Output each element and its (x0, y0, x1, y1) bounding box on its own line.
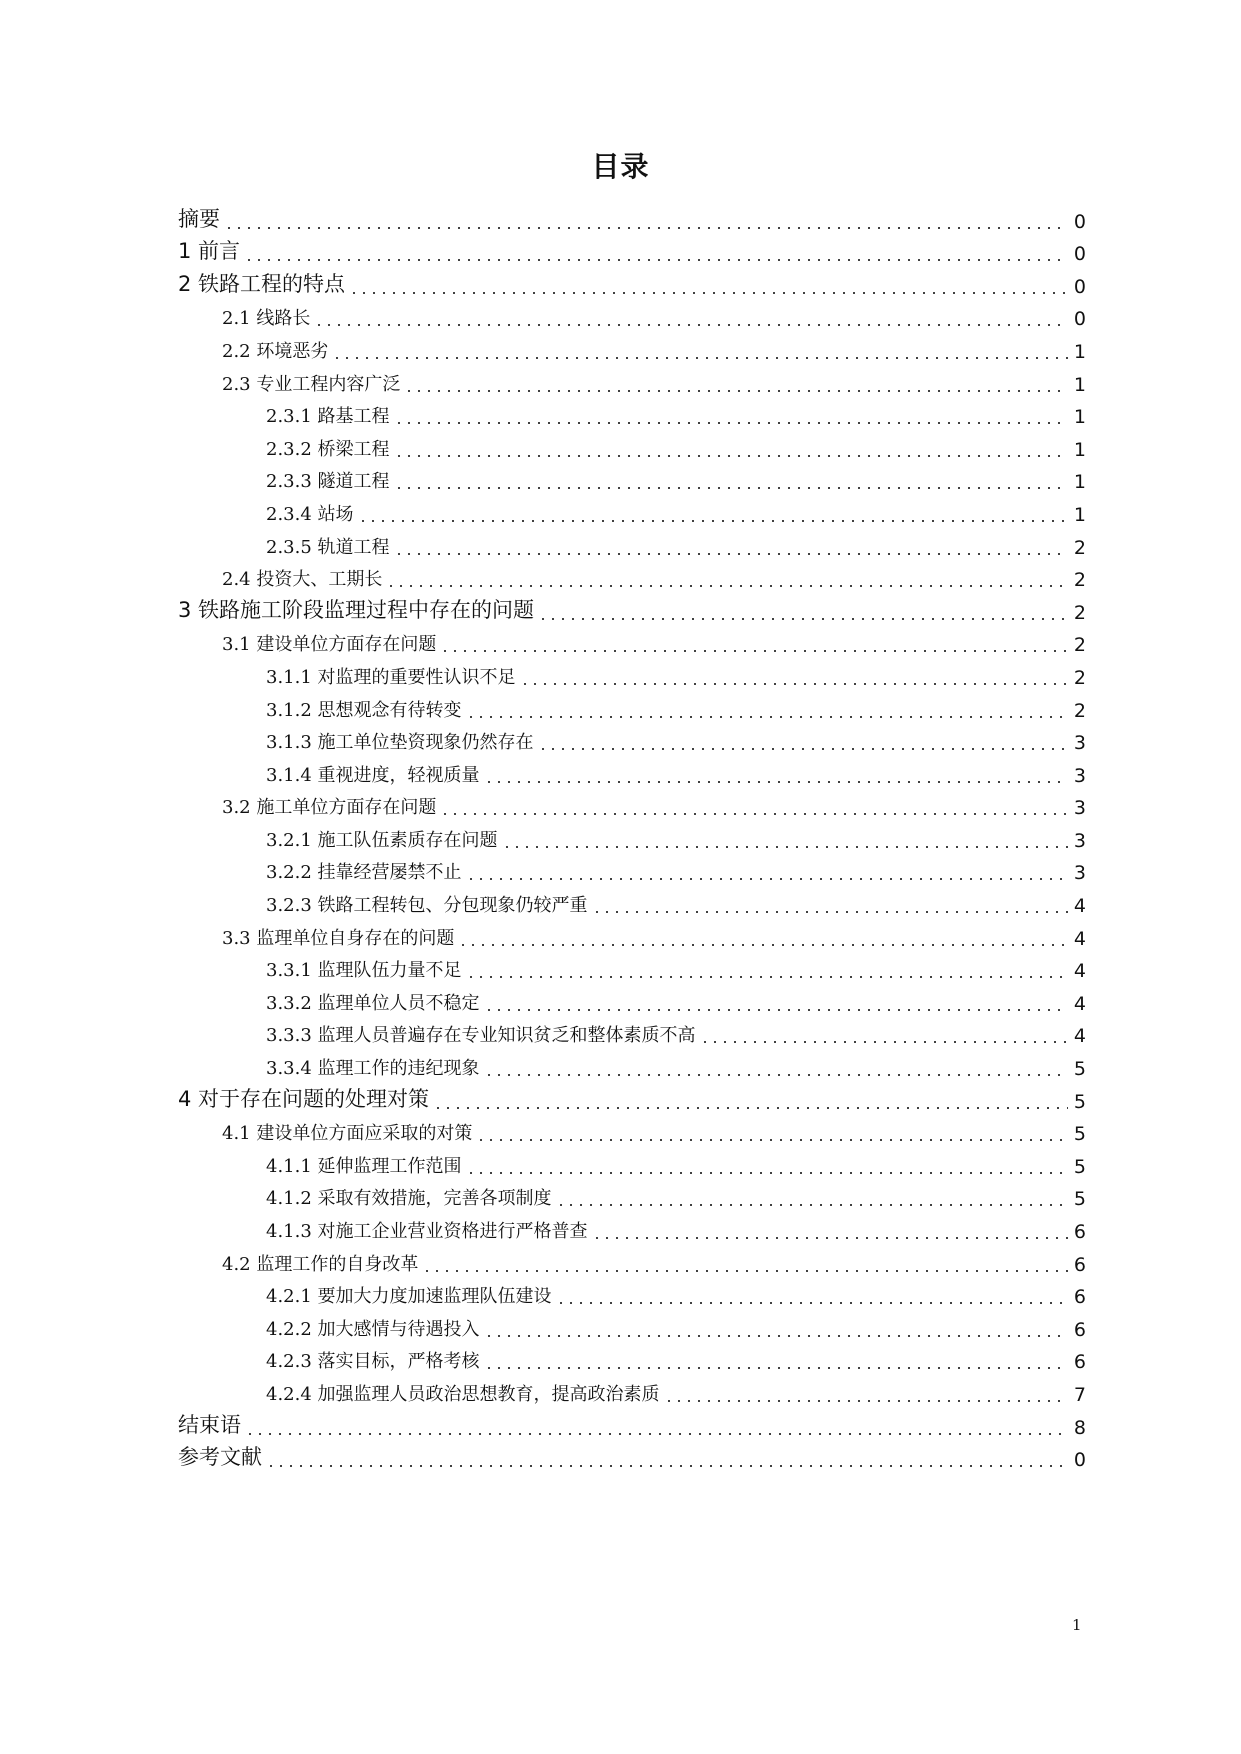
toc-entry-label: 3 铁路施工阶段监理过程中存在的问题 (178, 597, 535, 622)
dot-leader (394, 470, 1068, 490)
dot-leader (404, 373, 1068, 393)
toc-entry[interactable] (178, 984, 1086, 1017)
toc-entry[interactable] (178, 886, 1086, 919)
toc-entry-label: 3.2.2 挂靠经营屡禁不止 (266, 862, 462, 884)
dot-leader (358, 503, 1068, 523)
toc-entry[interactable] (178, 1408, 1086, 1441)
toc-entry[interactable] (178, 658, 1086, 691)
dot-leader (538, 601, 1068, 621)
toc-entry[interactable] (178, 1343, 1086, 1376)
dot-leader (556, 1187, 1068, 1207)
toc-entry[interactable] (178, 789, 1086, 822)
toc-entry[interactable] (178, 267, 1086, 300)
toc-entry[interactable] (178, 1115, 1086, 1148)
toc-entry-label: 2.2 环境恶劣 (222, 340, 329, 362)
dot-leader (266, 1448, 1068, 1468)
toc-entry[interactable] (178, 919, 1086, 952)
toc-entry-label: 2.3.1 路基工程 (266, 406, 390, 428)
toc-entry-page-number: 3 (1073, 862, 1086, 885)
toc-entry-page-number: 4 (1073, 1025, 1086, 1048)
dot-leader (538, 731, 1068, 751)
toc-entry-label: 4.2.3 落实目标，严格考核 (266, 1351, 480, 1373)
dot-leader (520, 666, 1068, 686)
toc-entry-page-number: 1 (1073, 406, 1086, 429)
toc-entry-label: 3.2.1 施工队伍素质存在问题 (266, 829, 498, 851)
toc-entry-label: 2.1 线路长 (222, 308, 311, 330)
dot-leader (244, 242, 1068, 262)
dot-leader (422, 1253, 1068, 1273)
toc-entry-label: 3.3.4 监理工作的违纪现象 (266, 1058, 480, 1080)
dot-leader (433, 1090, 1068, 1110)
toc-entry[interactable] (178, 626, 1086, 659)
toc-entry[interactable] (178, 1180, 1086, 1213)
toc-entry-page-number: 3 (1073, 829, 1086, 852)
dot-leader (700, 1024, 1068, 1044)
toc-entry-label: 4.2 监理工作的自身改革 (222, 1253, 419, 1275)
dot-leader (224, 210, 1068, 230)
toc-entry-page-number: 5 (1073, 1058, 1086, 1081)
dot-leader (592, 894, 1068, 914)
toc-entry[interactable] (178, 495, 1086, 528)
toc-entry-page-number: 1 (1073, 503, 1086, 526)
table-of-contents (178, 202, 1086, 1473)
toc-entry[interactable] (178, 691, 1086, 724)
dot-leader (349, 275, 1068, 295)
toc-entry-label: 结束语 (178, 1412, 241, 1437)
toc-entry-page-number: 4 (1073, 992, 1086, 1015)
dot-leader (484, 1350, 1068, 1370)
dot-leader (466, 861, 1068, 881)
dot-leader (484, 764, 1068, 784)
toc-entry[interactable] (178, 1310, 1086, 1343)
toc-entry-page-number: 1 (1073, 438, 1086, 461)
toc-entry-label: 摘要 (178, 206, 220, 231)
toc-entry-page-number: 2 (1073, 601, 1086, 624)
toc-entry[interactable] (178, 1212, 1086, 1245)
toc-entry-page-number: 1 (1073, 340, 1086, 363)
toc-entry-label: 3.2 施工单位方面存在问题 (222, 797, 437, 819)
toc-entry-page-number: 2 (1073, 634, 1086, 657)
toc-entry-label: 3.3.3 监理人员普遍存在专业知识贫乏和整体素质不高 (266, 1025, 696, 1047)
toc-entry-page-number: 6 (1073, 1351, 1086, 1374)
toc-entry-page-number: 1 (1073, 373, 1086, 396)
toc-entry[interactable] (178, 430, 1086, 463)
toc-entry[interactable] (178, 1049, 1086, 1082)
toc-entry-page-number: 6 (1073, 1253, 1086, 1276)
toc-entry-label: 2.3.5 轨道工程 (266, 536, 390, 558)
toc-entry-page-number: 7 (1073, 1383, 1086, 1406)
toc-entry[interactable] (178, 1245, 1086, 1278)
dot-leader (386, 568, 1068, 588)
toc-entry[interactable] (178, 1147, 1086, 1180)
toc-entry[interactable] (178, 463, 1086, 496)
toc-entry-page-number: 4 (1073, 895, 1086, 918)
dot-leader (314, 307, 1068, 327)
toc-title: 目录 (591, 150, 650, 183)
toc-entry-page-number: 8 (1073, 1416, 1086, 1439)
dot-leader (440, 633, 1068, 653)
toc-entry-label: 3.3.1 监理队伍力量不足 (266, 960, 462, 982)
toc-entry-page-number: 5 (1073, 1090, 1086, 1113)
dot-leader (484, 1318, 1068, 1338)
dot-leader (332, 340, 1068, 360)
toc-entry-label: 3.2.3 铁路工程转包、分包现象仍较严重 (266, 895, 588, 917)
toc-entry-page-number: 2 (1073, 536, 1086, 559)
toc-entry-page-number: 0 (1073, 243, 1086, 266)
toc-entry[interactable] (178, 1082, 1086, 1115)
dot-leader (394, 536, 1068, 556)
toc-entry-page-number: 0 (1073, 1449, 1086, 1472)
toc-entry-label: 4.1.1 延伸监理工作范围 (266, 1155, 462, 1177)
toc-entry-page-number: 3 (1073, 797, 1086, 820)
toc-entry-page-number: 0 (1073, 210, 1086, 233)
toc-entry-page-number: 6 (1073, 1221, 1086, 1243)
toc-entry-label: 3.1.3 施工单位垫资现象仍然存在 (266, 732, 534, 754)
toc-entry-page-number: 0 (1073, 308, 1086, 331)
toc-entry[interactable] (178, 952, 1086, 985)
toc-entry[interactable] (178, 202, 1086, 235)
toc-entry-page-number: 2 (1073, 569, 1086, 592)
toc-entry[interactable] (178, 1017, 1086, 1050)
toc-entry-page-number: 5 (1073, 1155, 1086, 1178)
dot-leader (440, 796, 1068, 816)
dot-leader (466, 1155, 1068, 1175)
toc-entry-page-number: 3 (1073, 764, 1086, 787)
page-number: 1 (1072, 1616, 1082, 1634)
dot-leader (394, 438, 1068, 458)
dot-leader (484, 992, 1068, 1012)
toc-entry[interactable] (178, 528, 1086, 561)
toc-entry-label: 4.1 建设单位方面应采取的对策 (222, 1123, 473, 1145)
toc-entry-page-number: 3 (1073, 732, 1086, 755)
toc-entry-label: 4.1.3 对施工企业营业资格进行严格普查 (266, 1221, 588, 1242)
toc-entry-label: 3.1.2 思想观念有待转变 (266, 699, 462, 721)
toc-entry-label: 4.2.2 加大感情与待遇投入 (266, 1318, 480, 1340)
toc-entry-page-number: 4 (1073, 927, 1086, 950)
toc-entry-label: 2.3.4 站场 (266, 503, 354, 525)
dot-leader (476, 1122, 1068, 1142)
toc-entry-label: 4 对于存在问题的处理对策 (178, 1086, 430, 1111)
toc-entry-label: 参考文献 (178, 1445, 262, 1470)
dot-leader (484, 1057, 1068, 1077)
toc-entry-page-number: 6 (1073, 1286, 1086, 1309)
toc-entry[interactable] (178, 1278, 1086, 1311)
dot-leader (458, 927, 1068, 947)
toc-entry-page-number: 1 (1073, 471, 1086, 494)
toc-entry-label: 2.3.3 隧道工程 (266, 471, 390, 493)
toc-entry[interactable] (178, 365, 1086, 398)
toc-entry[interactable] (178, 854, 1086, 887)
toc-entry-page-number: 4 (1073, 960, 1086, 983)
toc-entry-label: 2.3.2 桥梁工程 (266, 438, 390, 460)
dot-leader (556, 1285, 1068, 1305)
toc-entry[interactable] (178, 300, 1086, 333)
toc-entry-page-number: 0 (1073, 275, 1086, 298)
toc-entry-label: 2.3 专业工程内容广泛 (222, 373, 401, 395)
dot-leader (245, 1416, 1068, 1436)
dot-leader (592, 1220, 1068, 1240)
toc-entry[interactable] (178, 593, 1086, 626)
dot-leader (394, 405, 1068, 425)
toc-entry-page-number: 6 (1073, 1318, 1086, 1341)
toc-entry[interactable] (178, 724, 1086, 757)
toc-entry-page-number: 5 (1073, 1188, 1086, 1211)
dot-leader (502, 829, 1068, 849)
toc-entry[interactable] (178, 235, 1086, 268)
toc-entry-label: 3.1 建设单位方面存在问题 (222, 634, 437, 656)
toc-entry-label: 3.1.1 对监理的重要性认识不足 (266, 666, 516, 688)
toc-entry-label: 3.3.2 监理单位人员不稳定 (266, 992, 480, 1014)
toc-entry-page-number: 5 (1073, 1123, 1086, 1146)
toc-entry[interactable] (178, 756, 1086, 789)
toc-entry-label: 4.2.1 要加大力度加速监理队伍建设 (266, 1286, 552, 1308)
toc-entry-label: 3.1.4 重视进度，轻视质量 (266, 764, 480, 786)
toc-entry[interactable] (178, 332, 1086, 365)
toc-entry[interactable] (178, 1441, 1086, 1474)
toc-entry[interactable] (178, 398, 1086, 431)
toc-entry-page-number: 2 (1073, 666, 1086, 689)
toc-entry[interactable] (178, 561, 1086, 594)
toc-entry-label: 4.2.4 加强监理人员政治思想教育，提高政治素质 (266, 1383, 660, 1405)
dot-leader (466, 959, 1068, 979)
toc-entry-label: 2 铁路工程的特点 (178, 271, 346, 296)
toc-entry[interactable] (178, 821, 1086, 854)
toc-entry-label: 3.3 监理单位自身存在的问题 (222, 927, 455, 949)
toc-entry[interactable] (178, 1375, 1086, 1408)
toc-entry-page-number: 2 (1073, 699, 1086, 722)
dot-leader (664, 1383, 1068, 1403)
dot-leader (466, 699, 1068, 719)
toc-entry-label: 4.1.2 采取有效措施，完善各项制度 (266, 1188, 552, 1210)
toc-entry-label: 2.4 投资大、工期长 (222, 569, 383, 591)
toc-entry-label: 1 前言 (178, 239, 241, 264)
